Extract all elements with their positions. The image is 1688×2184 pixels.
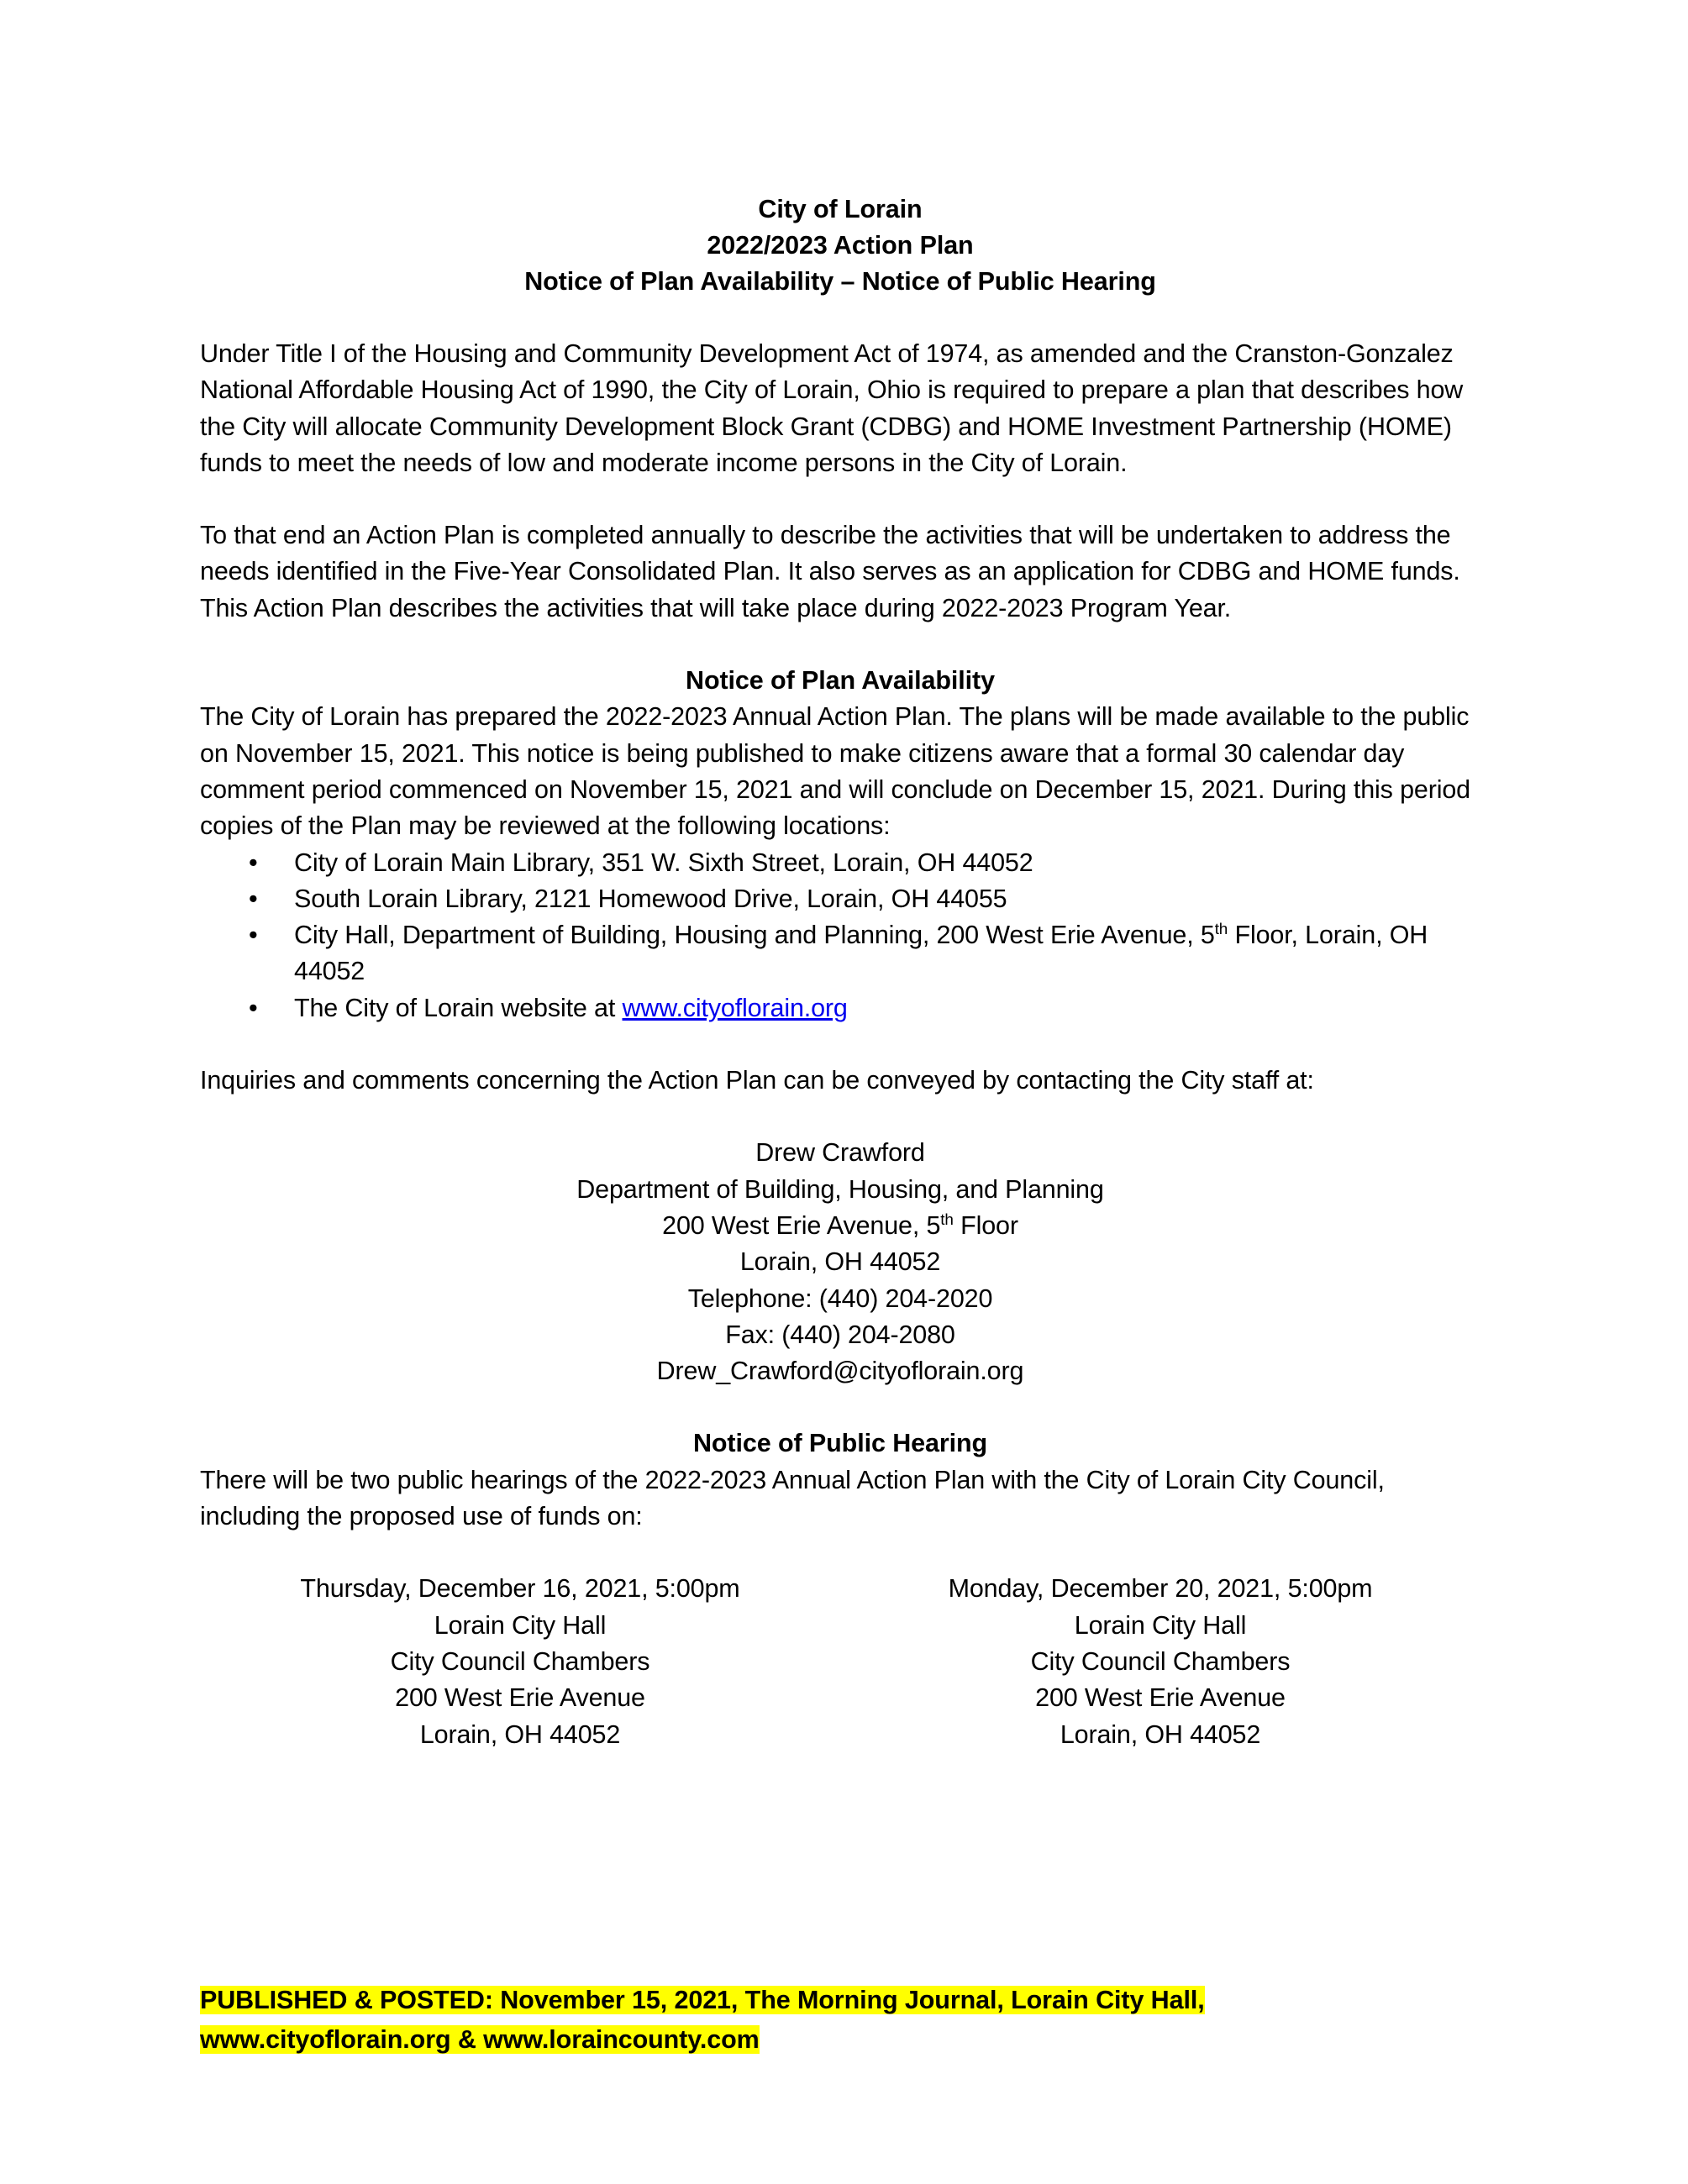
location-text-before: City Hall, Department of Building, Housing and Planning, 200 West Erie Avenue, 5: [294, 921, 1215, 950]
spacer: [200, 1535, 1480, 1571]
spacer: [200, 627, 1480, 663]
hearing-city-state-zip: Lorain, OH 44052: [419, 1719, 621, 1749]
paragraph-purpose: To that end an Action Plan is completed annually to describe the activities that will be undertaken to address the needs identified in the Five-Year Consolidated Plan. It also serves as an application for CDBG and HOME funds. This Action Plan describes the activities that will take place during 2022-2023 Program Year.: [200, 521, 1460, 622]
heading-notice-of-plan-availability: Notice of Plan Availability: [686, 666, 995, 696]
contact-fax: Fax: (440) 204-2080: [725, 1320, 955, 1349]
location-text: City of Lorain Main Library, 351 W. Sixth Street, Lorain, OH 44052: [294, 848, 1033, 877]
hearing-datetime: Thursday, December 16, 2021, 5:00pm: [300, 1574, 740, 1604]
list-item: [200, 845, 1480, 881]
title-line-city: City of Lorain: [758, 195, 923, 223]
paragraph-availability: The City of Lorain has prepared the 2022-2023 Annual Action Plan. The plans will be made available to the public on November 15, 2021. This notice is being published to make citizens aware that a formal 30 calendar day comment period commenced on November 15, 2021 and will conclude on December 15, 2021. During this period copies of the Plan may be reviewed at the following locations:: [200, 702, 1470, 841]
contact-name: Drew Crawford: [755, 1138, 925, 1168]
hearing-venue: Lorain City Hall: [1074, 1610, 1247, 1640]
contact-city-state-zip: Lorain, OH 44052: [739, 1247, 941, 1277]
hearings-columns: [200, 1571, 1480, 1752]
published-line-1: PUBLISHED & POSTED: November 15, 2021, The Morning Journal, Lorain City Hall,: [200, 1986, 1205, 2014]
published-line-2-wrap: [200, 2020, 1511, 2060]
heading-notice-of-public-hearing: Notice of Public Hearing: [692, 1429, 988, 1458]
title-line-notice: Notice of Plan Availability – Notice of Public Hearing: [524, 267, 1156, 296]
contact-address-after: Floor: [953, 1210, 1018, 1240]
contact-block: [200, 1135, 1480, 1389]
list-item: [200, 990, 1480, 1026]
hearing-city-state-zip: Lorain, OH 44052: [1060, 1719, 1261, 1749]
title-line-plan: 2022/2023 Action Plan: [707, 231, 974, 260]
contact-department: Department of Building, Housing, and Planning: [576, 1174, 1104, 1204]
city-website-link[interactable]: www.cityoflorain.org: [622, 993, 848, 1022]
bullet-icon: •: [249, 848, 258, 877]
hearing-room: City Council Chambers: [390, 1646, 650, 1676]
hearing-venue: Lorain City Hall: [434, 1610, 607, 1640]
paragraph-intro: Under Title I of the Housing and Community Development Act of 1974, as amended and the Cranston-Gonzalez National Affordable Housing Act of 1990, the City of Lorain, Ohio is required to prepare a plan that describes how the City will allocate Community Development Block Grant (CDBG) and HOME Investment Partnership (HOME) funds to meet the needs of low and moderate income persons in the City of Lorain.: [200, 339, 1464, 477]
published-posted-note: [200, 1981, 1511, 2060]
ordinal-suffix: th: [1214, 921, 1228, 938]
hearing-datetime: Monday, December 20, 2021, 5:00pm: [948, 1574, 1373, 1604]
list-item: [200, 881, 1480, 917]
location-text: South Lorain Library, 2121 Homewood Drive, Lorain, OH 44055: [294, 884, 1007, 913]
bullet-icon: •: [249, 993, 258, 1022]
website-label: The City of Lorain website at: [294, 993, 623, 1022]
contact-address: [200, 1208, 1480, 1244]
contact-address-before: 200 West Erie Avenue, 5: [662, 1210, 941, 1240]
contact-email: Drew_Crawford@cityoflorain.org: [656, 1357, 1024, 1386]
hearing-column-second: [840, 1571, 1480, 1752]
locations-list: [200, 845, 1480, 1026]
hearing-street: 200 West Erie Avenue: [395, 1683, 645, 1713]
spacer: [200, 1389, 1480, 1425]
paragraph-inquiries: Inquiries and comments concerning the Action Plan can be conveyed by contacting the City staff at:: [200, 1066, 1314, 1095]
spacer: [200, 1099, 1480, 1135]
spacer: [200, 300, 1480, 336]
bullet-icon: •: [249, 884, 258, 913]
document-title-block: [200, 192, 1480, 300]
document-content: [200, 192, 1480, 1753]
spacer: [200, 1026, 1480, 1063]
location-text-after: Floor, Lorain, OH 44052: [294, 921, 1428, 986]
contact-telephone: Telephone: (440) 204-2020: [687, 1284, 993, 1313]
hearing-room: City Council Chambers: [1030, 1646, 1291, 1676]
published-line-2: www.cityoflorain.org & www.loraincounty.com: [200, 2025, 760, 2054]
ordinal-suffix: th: [940, 1210, 954, 1229]
bullet-icon: •: [249, 921, 258, 950]
spacer: [200, 481, 1480, 517]
hearing-street: 200 West Erie Avenue: [1035, 1683, 1286, 1713]
paragraph-public-hearing: There will be two public hearings of the 2022-2023 Annual Action Plan with the City of Lorain City Council, including the proposed use of funds on:: [200, 1465, 1385, 1531]
published-line-1-wrap: [200, 1981, 1511, 2020]
list-item: [200, 917, 1480, 990]
hearing-column-first: [200, 1571, 840, 1752]
